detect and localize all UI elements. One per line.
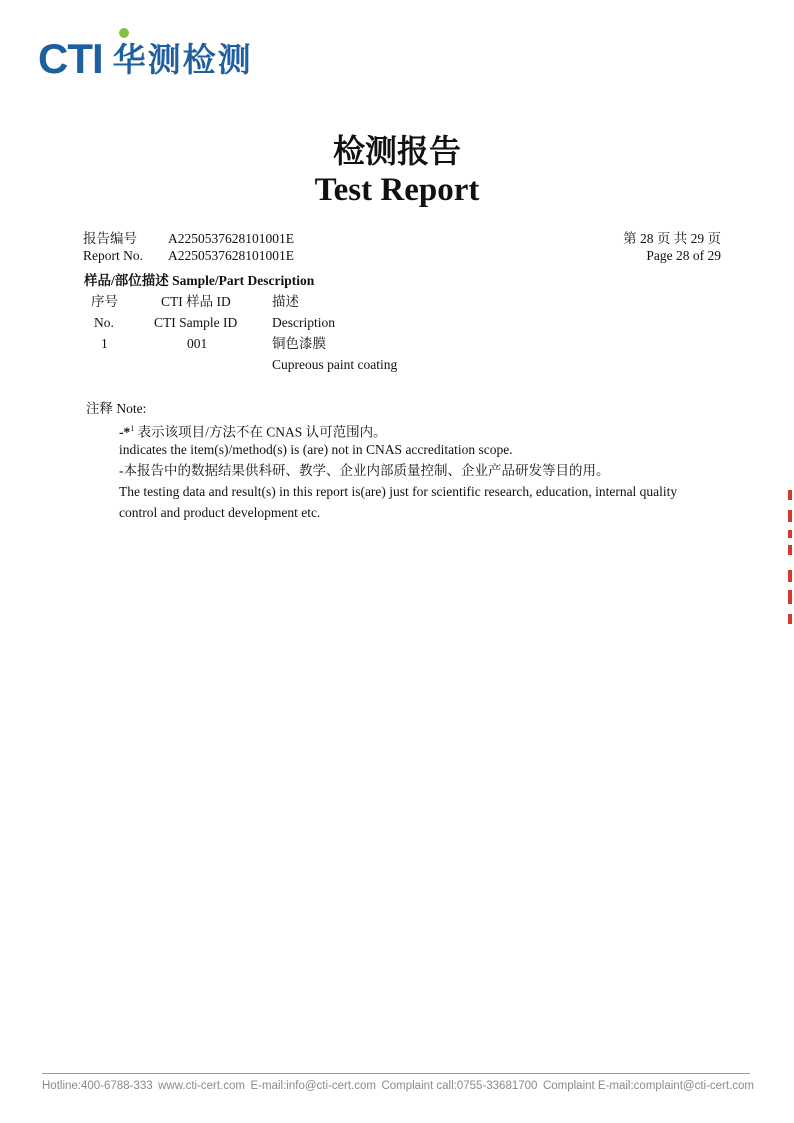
col-header-desc-en: Description [272,315,335,330]
logo-chinese-text: 华测检测 [112,39,253,79]
report-no-label-cn: 报告编号 [83,231,137,246]
col-header-no-cn: 序号 [91,294,118,309]
page-number-en: Page 28 of 29 [646,248,721,263]
note-label: 注释 Note: [86,401,147,416]
note-line-1 [119,420,387,441]
note-line-4: The testing data and result(s) in this report is(are) just for scientific research, education, internal quality [119,484,678,499]
logo-dot-icon [119,28,129,38]
col-header-id-cn: CTI 样品 ID [161,294,231,309]
page-number-cn: 第 28 页 共 29 页 [623,231,721,246]
sample-heading-en: Sample/Part Description [172,273,315,288]
table-cell-id: 001 [187,336,208,351]
sample-heading-cn: 样品/部位描述 [84,273,169,288]
page-title-english: Test Report [314,172,480,208]
table-cell-desc-cn: 铜色漆膜 [272,336,326,351]
report-no-value-en: A2250537628101001E [168,248,294,263]
footer-email[interactable]: E-mail:info@cti-cert.com [250,1080,376,1092]
footer-complaint-call: Complaint call:0755-33681700 [381,1080,538,1092]
note-line-2: indicates the item(s)/method(s) is (are) not in CNAS accreditation scope. [119,442,513,457]
footer-complaint-email[interactable]: Complaint E-mail:complaint@cti-cert.com [542,1080,754,1092]
footer-website[interactable]: www.cti-cert.com [158,1080,246,1092]
sample-section-heading [84,272,314,289]
page-title-chinese: 检测报告 [332,132,461,170]
footer-divider [42,1073,750,1074]
note-superscript: 1 [130,424,135,433]
col-header-id-en: CTI Sample ID [154,315,238,330]
note-asterisk: -* [119,424,131,440]
note-line-5: control and product development etc. [119,505,321,520]
company-logo [38,34,253,84]
note-line-1-text: 表示该项目/方法不在 CNAS 认可范围内。 [134,424,387,440]
footer-hotline: Hotline:400-6788-333 [42,1080,153,1092]
table-cell-no: 1 [101,336,108,351]
note-line-3: -本报告中的数据结果供科研、教学、企业内部质量控制、企业产品研发等目的用。 [119,463,610,478]
col-header-no-en: No. [94,315,114,330]
footer-contact-bar [42,1080,754,1092]
report-no-value: A2250537628101001E [168,231,294,246]
col-header-desc-cn: 描述 [272,294,299,309]
seal-edge-mark [788,490,794,630]
table-cell-desc-en: Cupreous paint coating [272,357,398,372]
logo-cti-text: CTI [38,35,103,82]
report-no-label-en: Report No. [83,248,143,263]
